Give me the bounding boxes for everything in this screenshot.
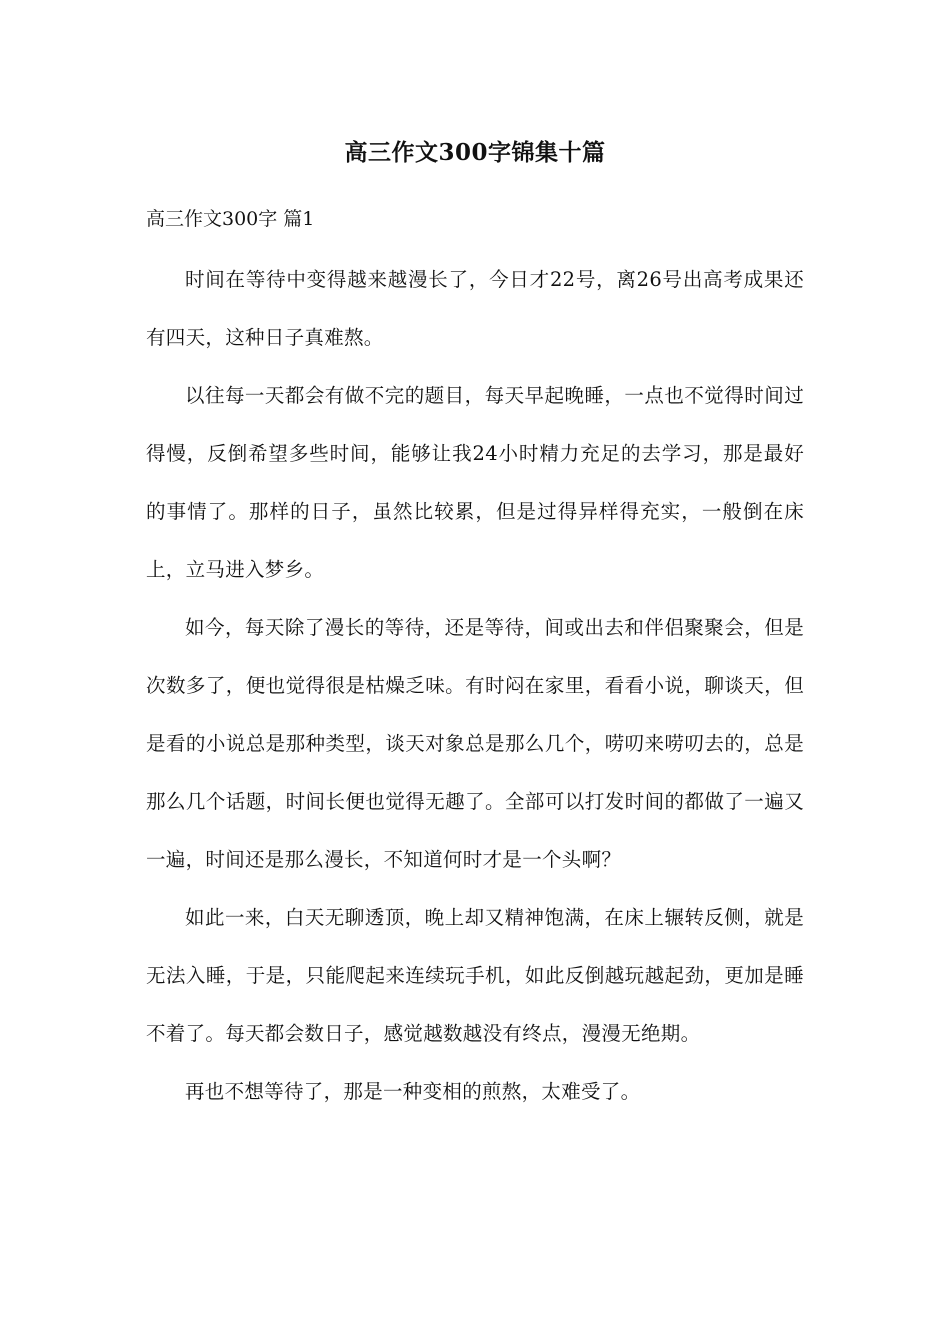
- paragraph: 如今，每天除了漫长的等待，还是等待，间或出去和伴侣聚聚会，但是次数多了，便也觉得很是枯燥乏味。有时闷在家里，看看小说，聊谈天，但是看的小说总是那种类型，谈天对象总是那么几个，唠叨来唠叨去的，总是那么几个话题，时间长便也觉得无趣了。全部可以打发时间的都做了一遍又一遍，时间还是那么漫长，不知道何时才是一个头啊？: [146, 616, 804, 871]
- section-heading: 高三作文300字 篇1: [146, 208, 315, 230]
- paragraph: 时间在等待中变得越来越漫长了，今日才22号，离26号出高考成果还有四天，这种日子真难熬。: [146, 268, 804, 349]
- paragraph: 如此一来，白天无聊透顶，晚上却又精神饱满，在床上辗转反侧，就是无法入睡，于是，只能爬起来连续玩手机，如此反倒越玩越起劲，更加是睡不着了。每天都会数日子，感觉越数越没有终点，漫漫无绝期。: [146, 906, 804, 1045]
- paragraph: 以往每一天都会有做不完的题目，每天早起晚睡，一点也不觉得时间过得慢，反倒希望多些时间，能够让我24小时精力充足的去学习，那是最好的事情了。那样的日子，虽然比较累，但是过得异样得充实，一般倒在床上，立马进入梦乡。: [146, 384, 804, 581]
- document-title: 高三作文300字锦集十篇: [344, 139, 606, 166]
- essay-body: [146, 251, 804, 1121]
- paragraph: 再也不想等待了，那是一种变相的煎熬，太难受了。: [185, 1080, 641, 1103]
